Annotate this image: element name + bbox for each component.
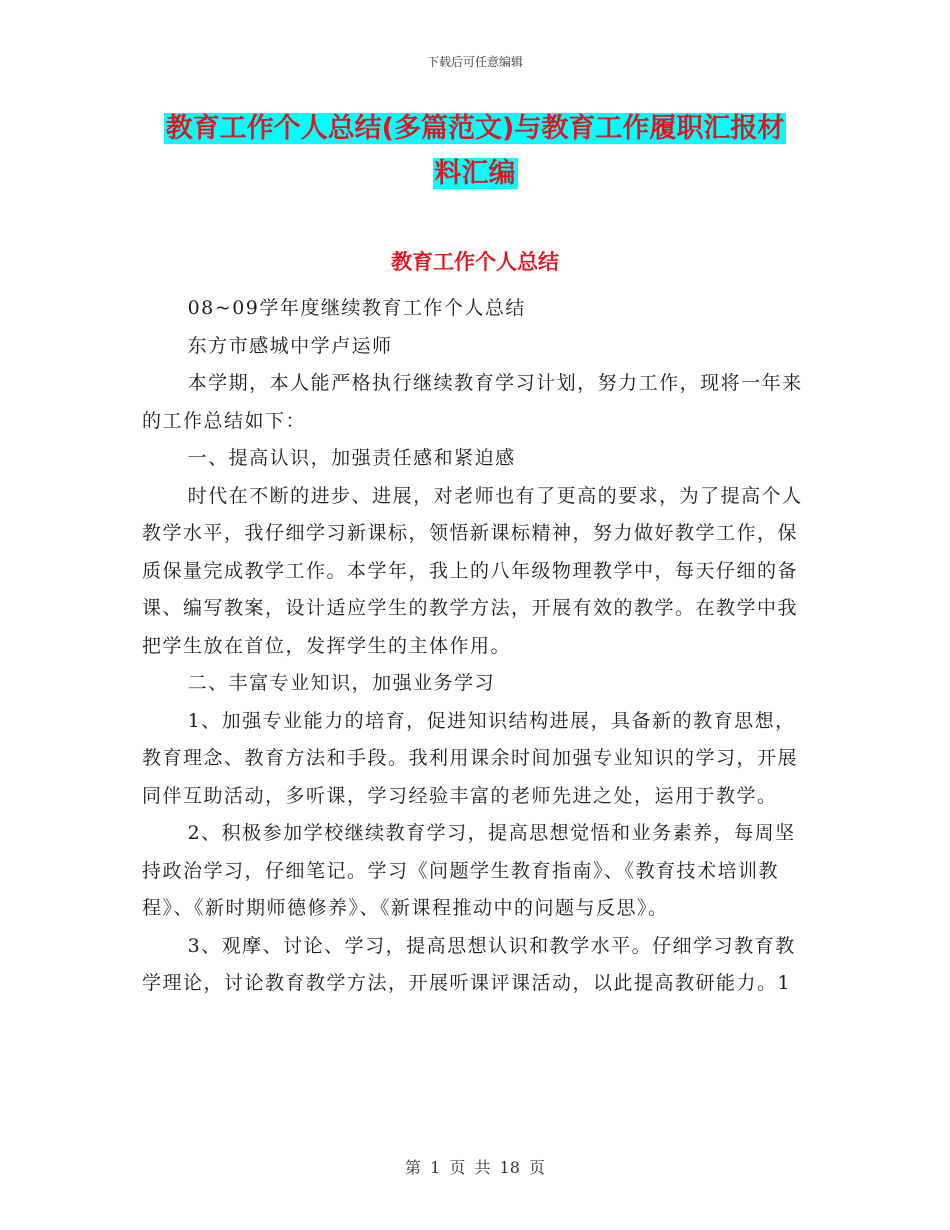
section-title: 教育工作个人总结: [391, 250, 559, 274]
page-footer: 第 1 页 共 18 页: [405, 1158, 545, 1177]
paragraph-intro: 本学期，本人能严格执行继续教育学习计划，努力工作，现将一年来的工作总结如下：: [142, 372, 803, 432]
paragraph-item-1: 1、加强专业能力的培育，促进知识结构进展，具备新的教育思想，教育理念、教育方法和手段。我利用课余时间加强专业知识的学习，开展同伴互助活动，多听课，学习经验丰富的老师先进之处，运用于教学。: [142, 709, 799, 807]
document-title: [150, 106, 800, 196]
paragraph-section-1: 时代在不断的进步、进展，对老师也有了更高的要求，为了提高个人教学水平，我仔细学习新课标，领悟新课标精神，努力做好教学工作，保质保量完成教学工作。本学年，我上的八年级物理教学中，每天仔细的备课、编写教案，设计适应学生的教学方法，开展有效的教学。在教学中我把学生放在首位，发挥学生的主体作用。: [142, 484, 803, 657]
title-line-2: 料汇编: [434, 158, 516, 189]
paragraph-author: 东方市感城中学卢运师: [187, 334, 393, 357]
title-line-1: 教育工作个人总结(多篇范文)与教育工作履职汇报材: [165, 113, 785, 144]
paragraph-course-title: 08~09学年度继续教育工作个人总结: [187, 297, 526, 319]
paragraph-item-2: 2、积极参加学校继续教育学习，提高思想觉悟和业务素养，每周坚持政治学习，仔细笔记。学习《问题学生教育指南》、《教育技术培训教程》、《新时期师德修养》、《新课程推动中的问题与反思》。: [142, 822, 796, 919]
paragraph-heading-2: 二、丰富专业知识，加强业务学习: [187, 672, 496, 694]
paragraph-heading-1: 一、提高认识，加强责任感和紧迫感: [187, 447, 516, 469]
document-body: [142, 290, 810, 1003]
header-note: 下载后可任意编辑: [426, 55, 523, 69]
paragraph-item-3: 3、观摩、讨论、学习，提高思想认识和教学水平。仔细学习教育教学理论，讨论教育教学方法，开展听课评课活动，以此提高教研能力。1: [142, 934, 796, 994]
